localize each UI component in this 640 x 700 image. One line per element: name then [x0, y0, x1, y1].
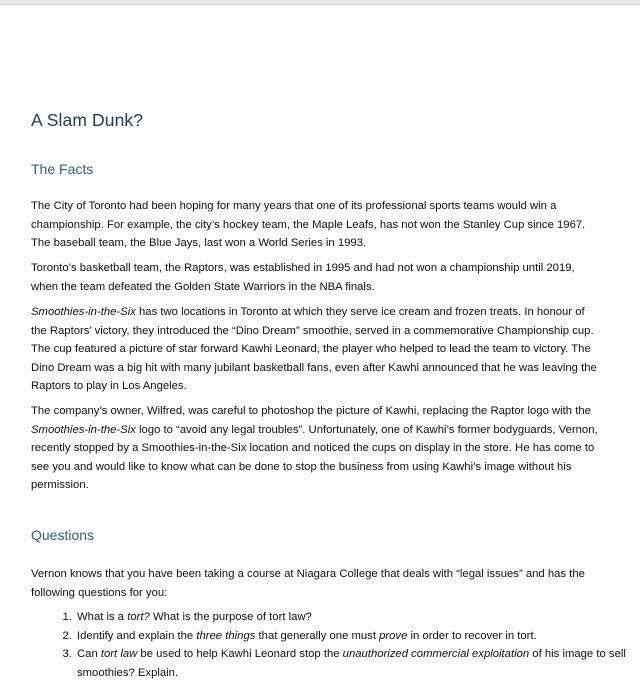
document-title: A Slam Dunk? — [31, 110, 144, 130]
text-run: What is the purpose of tort law? — [149, 611, 312, 623]
italic-text: Smoothies-in-the-Six — [31, 423, 136, 436]
text-run: be used to help Kawhi Leonard stop the — [137, 648, 343, 661]
questions-intro: Vernon knows that you have been taking a course at Niagara College that deals with “legal issues” and has the following questions for you: — [31, 568, 585, 599]
italic-text: Smoothies-in-the-Six — [31, 306, 136, 318]
text-run: in order to recover in tort. — [407, 629, 537, 642]
text-run: has two locations in Toronto at which they serve ice cream and frozen treats. In honour of the Raptors’ victory, they introduced the “Dino Dream” smoothie, served in a commemorative Championship cup. The cup featured a picture of star forward Kawhi Leonard, the player who helped to lead the team to victory. The Dino Dream was a big hit with many jubilant basketball fans, even after Kawhi announced that he was leaving the Raptors to play in Los Angeles. — [31, 306, 597, 393]
facts-paragraph — [31, 259, 603, 296]
facts-paragraph — [31, 303, 603, 396]
text-run: Toronto’s basketball team, the Raptors, was established in 1995 and had not won a championship until 2019, when the team defeated the Golden State Warriors in the NBA finals. — [31, 262, 575, 293]
text-run: logo to “avoid any legal troubles”. Unfortunately, one of Kawhi’s former bodyguards, Vernon, recently stopped by a Smoothies-in-the-Six location and noticed the cups on display in the store. He has come to see you and would like to know what can be done to stop the business from using Kawhi’s image without his permission. — [31, 423, 598, 492]
facts-heading: The Facts — [31, 161, 94, 177]
text-run: The City of Toronto had been hoping for many years that one of its professional sports teams would win a championship. For example, the city’s hockey team, the Maple Leafs, has not won the Stanley Cup since 1967. The baseball team, the Blue Jays, last won a World Series in 1993. — [31, 200, 586, 250]
text-run: Can — [77, 648, 101, 661]
text-run: What is a — [77, 611, 128, 623]
question-item — [75, 645, 640, 682]
question-item — [75, 608, 640, 627]
italic-text: three things — [196, 629, 256, 642]
italic-text: tort? — [127, 611, 150, 623]
facts-paragraph — [31, 197, 603, 253]
facts-paragraph — [31, 402, 603, 495]
questions-heading: Questions — [31, 527, 95, 543]
text-run: The company’s owner, Wilfred, was careful to photoshop the picture of Kawhi, replacing the Raptor logo with the — [31, 405, 591, 417]
text-run: of his image to sell smoothies? Explain. — [77, 648, 626, 679]
italic-text: tort law — [100, 648, 138, 661]
question-item — [75, 627, 640, 646]
text-run: that generally one must — [255, 629, 380, 642]
italic-text: unauthorized commercial exploitation — [342, 648, 530, 661]
text-run: Identify and explain the — [77, 629, 197, 642]
italic-text: prove — [379, 629, 408, 642]
questions-list — [31, 608, 640, 682]
